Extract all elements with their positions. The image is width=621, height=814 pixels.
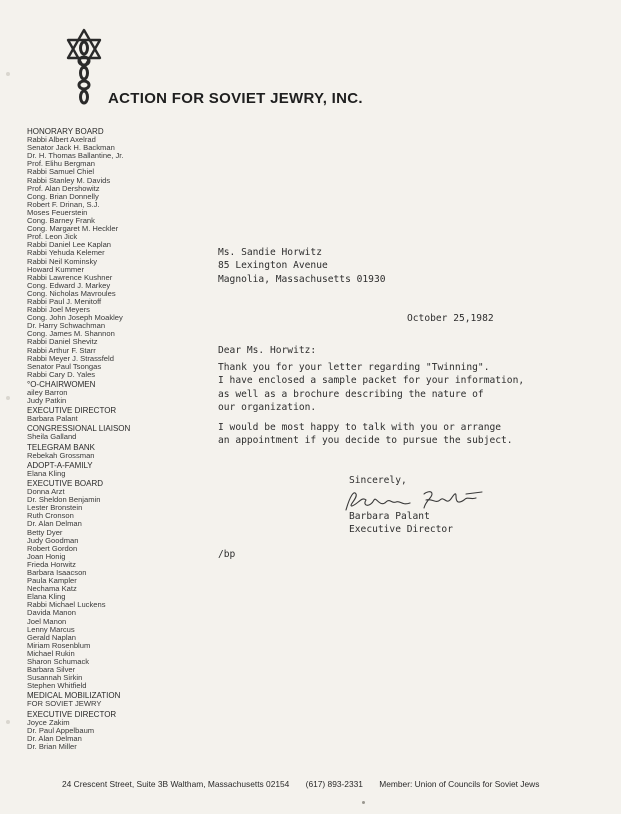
punch-hole — [6, 72, 10, 76]
board-section — [27, 128, 207, 379]
board-section — [27, 711, 207, 751]
board-member-name: Cong. Barney Frank — [27, 216, 95, 226]
board-member-name: Rabbi Meyer J. Strassfeld — [27, 353, 114, 363]
board-member-name: Elana Kling — [27, 468, 66, 478]
board-list — [27, 128, 207, 751]
board-section-heading: MEDICAL MOBILIZATION — [27, 691, 121, 701]
star-of-david-with-chain-icon — [62, 28, 106, 106]
board-member-name: Susannah Sirkin — [27, 673, 83, 683]
board-member-name: ailey Barron — [27, 388, 68, 397]
board-member-name: Ruth Cronson — [27, 511, 74, 521]
board-section-heading: HONORARY BOARD — [27, 127, 104, 136]
board-member-name: Rabbi Neil Kominsky — [27, 256, 98, 266]
board-member-name: Prof. Alan Dershowitz — [27, 183, 100, 193]
board-member-name: Donna Arzt — [27, 487, 65, 497]
board-section-heading: CONGRESSIONAL LIAISON — [27, 424, 131, 434]
board-member-name: Cong. Margaret M. Heckler — [27, 224, 119, 234]
board-member-name: Miriam Rosenblum — [27, 640, 91, 650]
board-member-name: Rabbi Lawrence Kushner — [27, 272, 113, 282]
board-member-name: Paula Kampler — [27, 576, 77, 586]
board-member-name: Elana Kling — [27, 592, 66, 602]
board-member-name: Dr. Brian Miller — [27, 741, 77, 751]
footer-address: 24 Crescent Street, Suite 3B Waltham, Massachusetts 02154 — [62, 779, 290, 789]
board-member-name: Dr. Sheldon Benjamin — [27, 495, 101, 505]
board-member-name: Howard Kummer — [27, 264, 84, 274]
signer-title: Executive Director — [349, 524, 453, 536]
paragraph-2 — [218, 421, 513, 448]
letterhead-footer — [62, 779, 553, 789]
board-member-name: Cong. Edward J. Markey — [27, 280, 111, 290]
paragraph-1 — [218, 361, 524, 414]
paper-speck — [362, 801, 365, 804]
board-section — [27, 381, 207, 405]
board-member-name: Michael Rukin — [27, 648, 75, 658]
board-member-name: Rabbi Arthur F. Starr — [27, 345, 96, 355]
board-member-name: Cong. Brian Donnelly — [27, 191, 99, 201]
board-member-name: Senator Jack H. Backman — [27, 143, 115, 153]
organization-name: ACTION FOR SOVIET JEWRY, INC. — [108, 90, 363, 107]
board-member-name: Prof. Leon Jick — [27, 232, 78, 242]
board-member-name: Sheila Galland — [27, 432, 77, 442]
board-member-name: Rabbi Daniel Shevitz — [27, 337, 98, 347]
board-member-name: Rebekah Grossman — [27, 450, 95, 460]
punch-hole — [6, 720, 10, 724]
board-section — [27, 425, 207, 441]
board-member-name: Lester Bronstein — [27, 503, 83, 513]
board-section — [27, 444, 207, 460]
recipient-address — [218, 246, 386, 286]
board-member-name: Joyce Zakim — [27, 717, 70, 727]
signer-block — [349, 510, 453, 537]
letter-date: October 25,1982 — [407, 313, 494, 324]
board-member-name: Stephen Whitfield — [27, 681, 87, 691]
board-member-name: Rabbi Yehuda Kelemer — [27, 248, 105, 258]
board-member-name: Dr. Paul Appelbaum — [27, 725, 95, 735]
board-member-name: Lenny Marcus — [27, 624, 75, 634]
board-member-name: Dr. H. Thomas Ballantine, Jr. — [27, 151, 124, 161]
board-member-name: Judy Goodman — [27, 535, 79, 545]
board-section — [27, 692, 207, 708]
board-member-name: Rabbi Daniel Lee Kaplan — [27, 240, 112, 250]
address-line: 85 Lexington Avenue — [218, 260, 328, 272]
address-line: Magnolia, Massachusetts 01930 — [218, 273, 386, 285]
board-member-name: Nechama Katz — [27, 584, 77, 594]
punch-hole — [6, 396, 10, 400]
board-member-name: Cong. John Joseph Moakley — [27, 313, 123, 323]
signer-name: Barbara Palant — [349, 511, 430, 522]
paragraph-line: as well as a brochure describing the nature of — [218, 388, 484, 400]
board-member-name: Robert F. Drinan, S.J. — [27, 199, 100, 209]
board-member-name: Dr. Alan Delman — [27, 519, 82, 529]
board-section — [27, 462, 207, 478]
footer-membership: Member: Union of Councils for Soviet Jews — [379, 779, 540, 789]
board-member-name: Prof. Elihu Bergman — [27, 159, 95, 169]
board-member-name: Cong. Nicholas Mavroules — [27, 288, 116, 298]
board-section-heading: ADOPT-A-FAMILY — [27, 460, 93, 470]
board-member-name: Barbara Silver — [27, 665, 76, 675]
board-member-name: Joan Honig — [27, 551, 66, 561]
board-member-name: Dr. Harry Schwachman — [27, 321, 106, 331]
board-member-name: Senator Paul Tsongas — [27, 361, 102, 371]
board-member-name: Cong. James M. Shannon — [27, 329, 115, 339]
salutation: Dear Ms. Horwitz: — [218, 345, 317, 356]
board-member-name: Betty Dyer — [27, 527, 63, 537]
board-member-name: Rabbi Michael Luckens — [27, 600, 106, 610]
board-member-name: Judy Patkin — [27, 396, 67, 406]
board-member-name: Rabbi Samuel Chiel — [27, 167, 95, 177]
paragraph-line: an appointment if you decide to pursue the subject. — [218, 435, 513, 447]
board-member-name: Rabbi Stanley M. Davids — [27, 175, 111, 185]
board-member-name: Gerald Naplan — [27, 632, 76, 642]
board-member-name: Moses Feuerstein — [27, 207, 88, 217]
paragraph-line: I would be most happy to talk with you or arrange — [218, 422, 502, 433]
board-member-name: FOR SOVIET JEWRY — [27, 699, 102, 709]
board-member-name: Davida Manon — [27, 608, 76, 618]
board-member-name: Joel Manon — [27, 616, 67, 626]
paragraph-line: I have enclosed a sample packet for your information, — [218, 375, 525, 387]
board-member-name: Dr. Alan Delman — [27, 733, 82, 743]
board-section — [27, 480, 207, 690]
board-section — [27, 407, 207, 423]
board-member-name: Barbara Isaacson — [27, 567, 87, 577]
board-member-name: Frieda Horwitz — [27, 559, 76, 569]
address-line: Ms. Sandie Horwitz — [218, 247, 322, 258]
board-section-heading: TELEGRAM BANK — [27, 442, 96, 452]
footer-phone: (617) 893-2331 — [305, 779, 363, 789]
board-member-name: Rabbi Joel Meyers — [27, 305, 90, 315]
typist-initials: /bp — [218, 549, 236, 560]
paragraph-line: Thank you for your letter regarding "Twinning". — [218, 362, 490, 373]
board-section-heading: EXECUTIVE DIRECTOR — [27, 709, 117, 719]
board-member-name: Barbara Palant — [27, 414, 78, 424]
board-member-name: Sharon Schumack — [27, 657, 90, 666]
board-member-name: Robert Gordon — [27, 543, 78, 553]
board-member-name: Rabbi Paul J. Menitoff — [27, 296, 102, 306]
board-section-heading: EXECUTIVE BOARD — [27, 478, 104, 488]
board-section-heading: EXECUTIVE DIRECTOR — [27, 406, 117, 416]
board-member-name: Rabbi Cary D. Yales — [27, 369, 96, 379]
paragraph-line: our organization. — [218, 401, 317, 413]
board-member-name: Rabbi Albert Axelrad — [27, 135, 96, 145]
board-section-heading: °O-CHAIRWOMEN — [27, 379, 96, 389]
closing: Sincerely, — [349, 475, 407, 486]
